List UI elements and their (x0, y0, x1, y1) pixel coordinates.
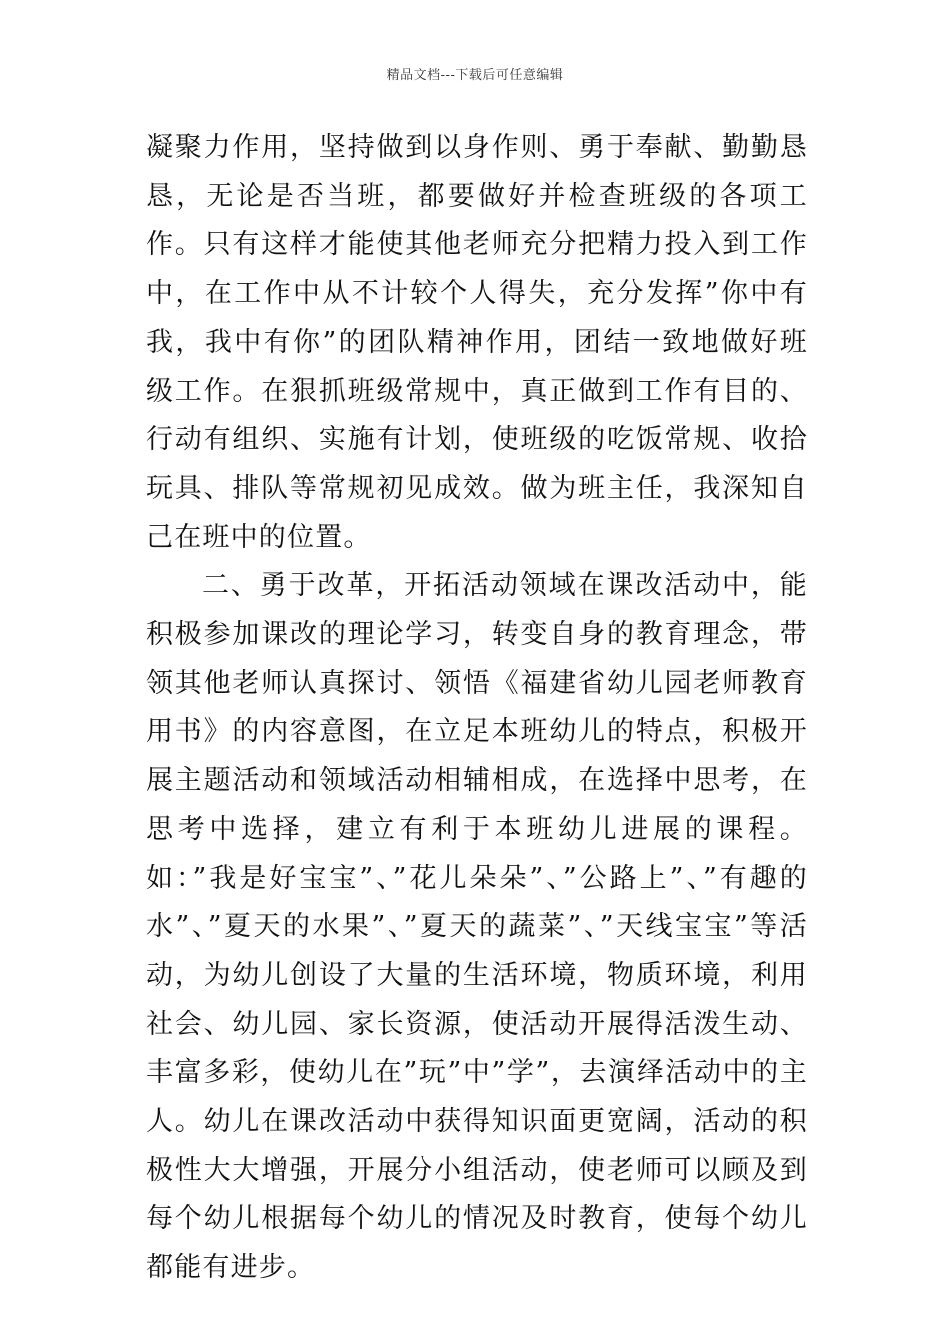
paragraph-section-two: 二、勇于改革，开拓活动领域在课改活动中，能积极参加课改的理论学习，转变自身的教育理念，带领其他老师认真探讨、领悟《福建省幼儿园老师教育用书》的内容意图，在立足本班幼儿的特点，积极开展主题活动和领域活动相辅相成，在选择中思考，在思考中选择，建立有利于本班幼儿进展的课程。如：”我是好宝宝”、”花儿朵朵”、”公路上”、”有趣的水”、”夏天的水果”、”夏天的蔬菜”、”天线宝宝”等活动，为幼儿创设了大量的生活环境，物质环境，利用社会、幼儿园、家长资源，使活动开展得活泼生动、丰富多彩，使幼儿在”玩”中”学”，去演绎活动中的主人。幼儿在课改活动中获得知识面更宽阔，活动的积极性大大增强，开展分小组活动，使老师可以顾及到每个幼儿根据每个幼儿的情况及时教育，使每个幼儿都能有进步。 (146, 570, 808, 1284)
paragraph-continuation: 凝聚力作用，坚持做到以身作则、勇于奉献、勤勤恳恳，无论是否当班，都要做好并检查班级的各项工作。只有这样才能使其他老师充分把精力投入到工作中，在工作中从不计较个人得失，充分发挥”你中有我，我中有你”的团队精神作用，团结一致地做好班级工作。在狠抓班级常规中，真正做到工作有目的、行动有组织、实施有计划，使班级的吃饭常规、收拾玩具、排队等常规初见成效。做为班主任，我深知自己在班中的位置。 (146, 132, 808, 553)
document-body (146, 124, 808, 1293)
page-header: 精品文档---下载后可任意编辑 (386, 68, 564, 83)
